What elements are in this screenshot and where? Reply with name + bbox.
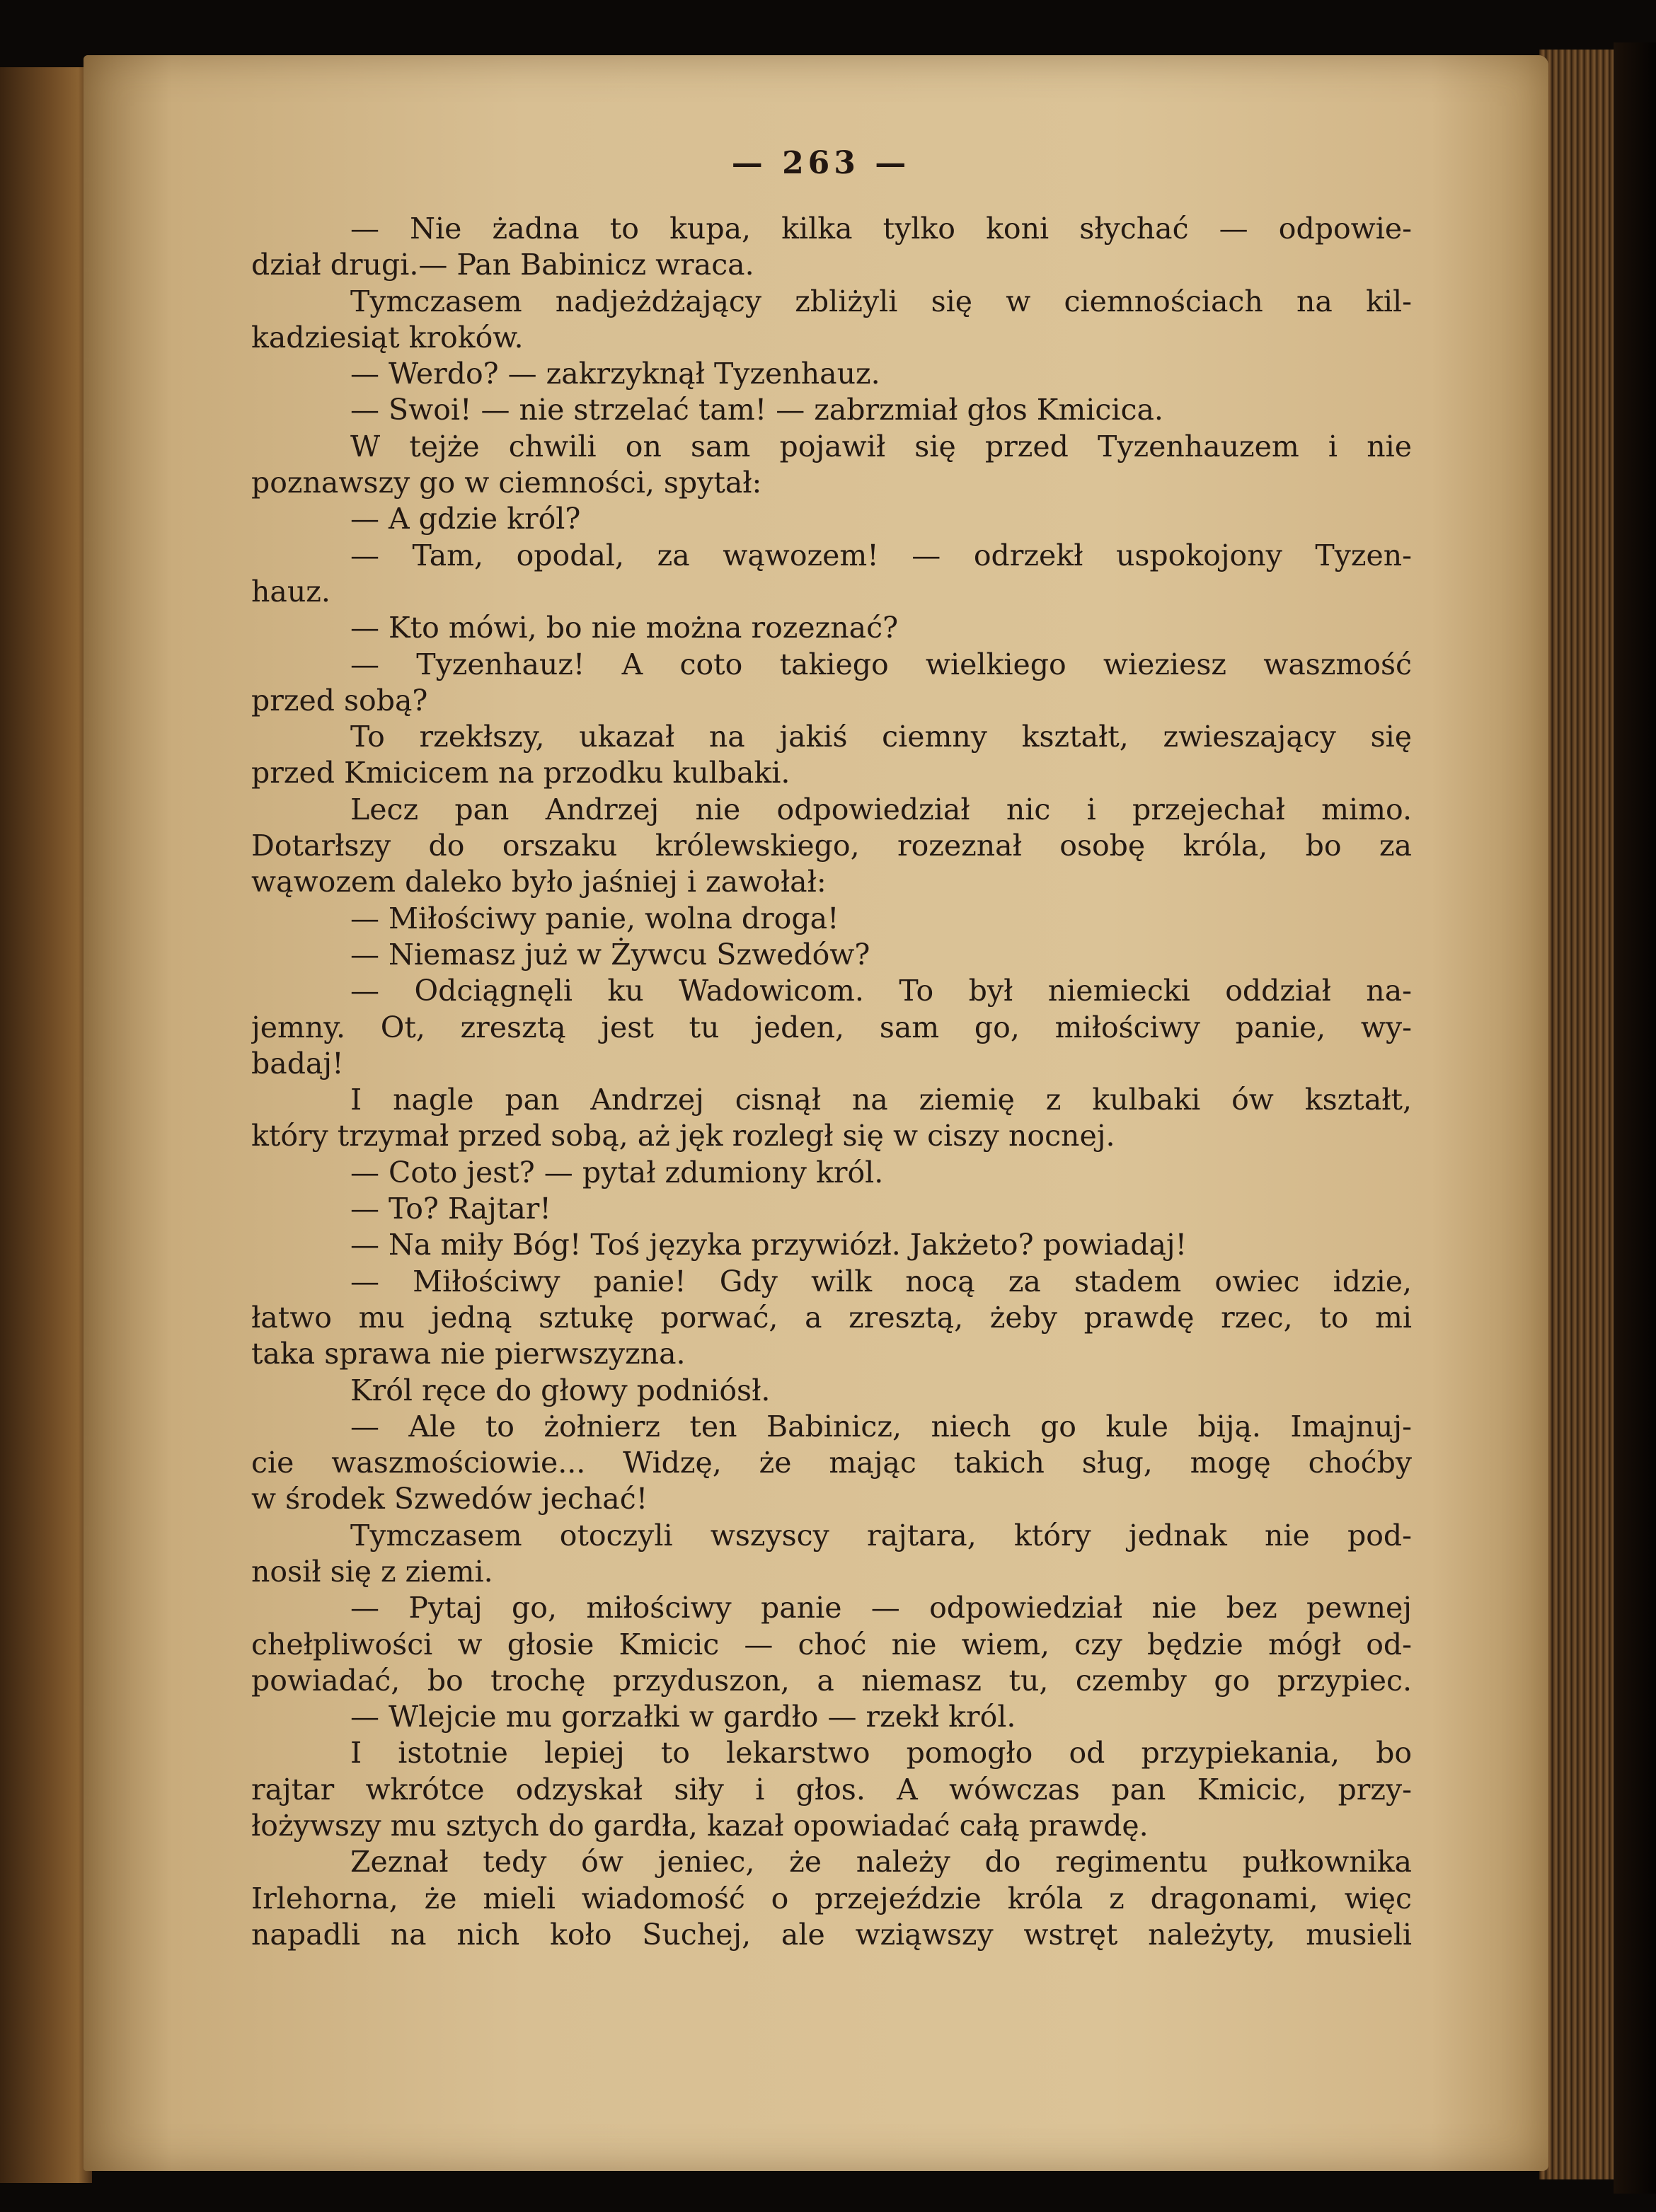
- text-line: w środek Szwedów jechać!: [251, 1482, 648, 1516]
- text-line: Lecz pan Andrzej nie odpowiedział nic i przejechał mimo.: [350, 792, 1412, 826]
- text-line: Tymczasem otoczyli wszyscy rajtara, który jednak nie pod-: [350, 1518, 1412, 1553]
- text-line: — Niemasz już w Żywcu Szwedów?: [350, 937, 870, 972]
- text-line: poznawszy go w ciemności, spytał:: [251, 466, 762, 500]
- text-line: — Ale to żołnierz ten Babinicz, niech go kule biją. Imajnuj-: [350, 1409, 1412, 1444]
- text-line: taka sprawa nie pierwszyzna.: [251, 1337, 686, 1371]
- text-line: I istotnie lepiej to lekarstwo pomogło od przypiekania, bo: [350, 1736, 1412, 1770]
- text-line: Irlehorna, że mieli wiadomość o przejeździe króla z dragonami, więc: [251, 1881, 1412, 1916]
- text-line: — Na miły Bóg! Toś języka przywiózł. Jakżeto? powiadaj!: [350, 1228, 1188, 1262]
- text-line: rajtar wkrótce odzyskał siły i głos. A wówczas pan Kmicic, przy-: [251, 1772, 1412, 1807]
- text-line: — Swoi! — nie strzelać tam! — zabrzmiał głos Kmicica.: [350, 393, 1163, 427]
- text-line: I nagle pan Andrzej cisnął na ziemię z kulbaki ów kształt,: [350, 1083, 1412, 1117]
- text-line: To rzekłszy, ukazał na jakiś ciemny kształt, zwieszający się: [350, 720, 1412, 754]
- text-line: — Coto jest? — pytał zdumiony król.: [350, 1155, 884, 1189]
- text-line: który trzymał przed sobą, aż jęk rozległ się w ciszy nocnej.: [251, 1119, 1115, 1153]
- text-line: napadli na nich koło Suchej, ale wziąwszy wstręt należyty, musieli: [251, 1917, 1412, 1952]
- text-line: cie waszmościowie... Widzę, że mając takich sług, mogę choćby: [251, 1446, 1412, 1480]
- text-line: — Nie żadna to kupa, kilka tylko koni słychać — odpowie-: [350, 212, 1412, 246]
- text-line: kadziesiąt kroków.: [251, 320, 524, 355]
- page-number: — 263 —: [731, 145, 911, 181]
- text-line: — Werdo? — zakrzyknął Tyzenhauz.: [350, 357, 880, 391]
- text-line: przed sobą?: [251, 683, 428, 718]
- text-line: badaj!: [251, 1046, 344, 1081]
- text-line: — Miłościwy panie! Gdy wilk nocą za stadem owiec idzie,: [350, 1264, 1412, 1298]
- text-line: Zeznał tedy ów jeniec, że należy do regimentu pułkownika: [350, 1845, 1412, 1879]
- book-binding-shadow: [1614, 42, 1656, 2194]
- text-line: Tymczasem nadjeżdżający zbliżyli się w ciemnościach na kil-: [350, 284, 1412, 318]
- text-line: W tejże chwili on sam pojawił się przed Tyzenhauzem i nie: [350, 429, 1412, 463]
- text-line: wąwozem daleko było jaśniej i zawołał:: [251, 865, 827, 899]
- text-line: — Tyzenhauz! A coto takiego wielkiego wieziesz waszmość: [350, 647, 1412, 681]
- left-page-edge: [0, 67, 92, 2183]
- text-line: chełpliwości w głosie Kmicic — choć nie wiem, czy będzie mógł od-: [251, 1627, 1412, 1661]
- text-line: — Pytaj go, miłościwy panie — odpowiedział nie bez pewnej: [350, 1591, 1412, 1625]
- text-line: przed Kmicicem na przodku kulbaki.: [251, 756, 790, 790]
- text-line: — Kto mówi, bo nie można rozeznać?: [350, 611, 899, 645]
- text-line: łożywszy mu sztych do gardła, kazał opowiadać całą prawdę.: [251, 1809, 1149, 1843]
- page-text: [251, 211, 1412, 1953]
- text-line: łatwo mu jedną sztukę porwać, a zresztą, żeby prawdę rzec, to mi: [251, 1300, 1412, 1335]
- text-line: — Tam, opodal, za wąwozem! — odrzekł uspokojony Tyzen-: [350, 538, 1412, 572]
- text-line: — Odciągnęli ku Wadowicom. To był niemiecki oddział na-: [350, 974, 1412, 1008]
- text-line: — A gdzie król?: [350, 502, 581, 536]
- text-line: Dotarłszy do orszaku królewskiego, rozeznał osobę króla, bo za: [251, 829, 1412, 863]
- text-line: hauz.: [251, 574, 330, 609]
- text-line: Król ręce do głowy podniósł.: [350, 1373, 771, 1407]
- text-line: powiadać, bo trochę przyduszon, a niemasz tu, czemby go przypiec.: [251, 1663, 1412, 1698]
- text-line: dział drugi.— Pan Babinicz wraca.: [251, 248, 754, 282]
- text-line: — To? Rajtar!: [350, 1192, 551, 1226]
- text-line: — Wlejcie mu gorzałki w gardło — rzekł król.: [350, 1700, 1016, 1734]
- text-line: jemny. Ot, zresztą jest tu jeden, sam go, miłościwy panie, wy-: [251, 1010, 1412, 1044]
- text-line: nosił się z ziemi.: [251, 1554, 493, 1589]
- text-line: — Miłościwy panie, wolna droga!: [350, 901, 839, 935]
